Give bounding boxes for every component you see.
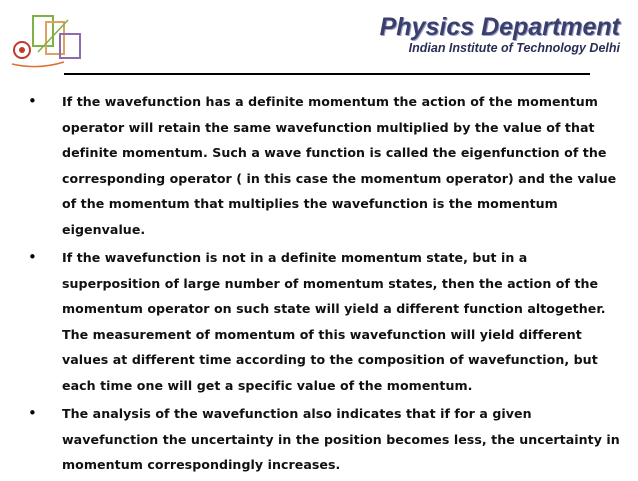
- bullet-item-1: [20, 89, 620, 242]
- bullet-text: The analysis of the wavefunction also indicates that if for a given wavefunction the uncertainty in the position becomes less, the uncertainty in momentum correspondingly increases.: [62, 406, 620, 472]
- bullet-list: [20, 89, 620, 481]
- bullet-text: If the wavefunction is not in a definite momentum state, but in a superposition of large number of momentum states, then the action of the momentum operator on such state will yield a different function altogether. The measurement of momentum of this wavefunction will yield different values at different time according to the composition of wavefunction, but each time one will get a specific value of the momentum.: [62, 250, 606, 393]
- bullet-text: If the wavefunction has a definite momentum the action of the momentum operator will retain the same wavefunction multiplied by the value of that definite momentum. Such a wave function is called the eigenfunction of the corresponding operator ( in this case the momentum operator) and the value of the momentum that multiplies the wavefunction is the momentum eigenvalue.: [62, 94, 617, 237]
- bullet-symbol: •: [28, 248, 37, 266]
- header-divider: [64, 73, 590, 75]
- bullet-item-2: [20, 245, 620, 398]
- iit-delhi-logo-icon: [8, 12, 90, 70]
- institute-name: Indian Institute of Technology Delhi: [408, 41, 620, 55]
- header-title: [380, 14, 620, 55]
- bullet-symbol: •: [28, 404, 37, 422]
- bullet-symbol: •: [28, 92, 37, 110]
- department-name: Physics Department: [379, 13, 620, 41]
- bullet-item-3: [20, 401, 620, 478]
